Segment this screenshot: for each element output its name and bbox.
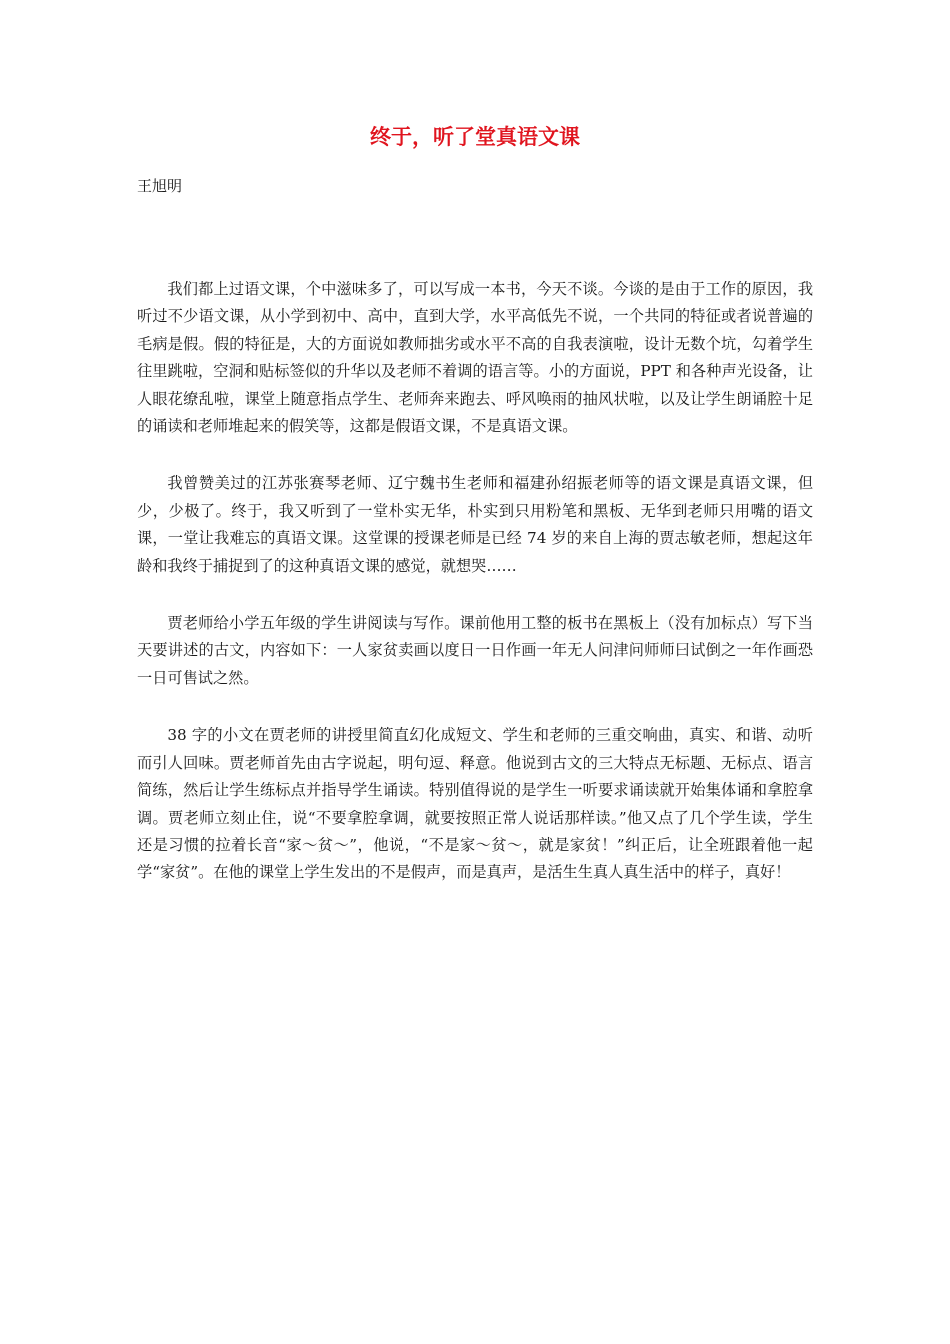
- article-paragraph: 我们都上过语文课，个中滋味多了，可以写成一本书，今天不谈。今谈的是由于工作的原因，我听过不少语文课，从小学到初中、高中，直到大学，水平高低先不说，一个共同的特征或者说普遍的毛病是假。假的特征是，大的方面说如教师拙劣或水平不高的自我表演啦，设计无数个坑，勾着学生往里跳啦，空洞和贴标签似的升华以及老师不着调的语言等。小的方面说，PPT 和各种声光设备，让人眼花缭乱啦，课堂上随意指点学生、老师奔来跑去、呼风唤雨的抽风状啦，以及让学生朗诵腔十足的诵读和老师堆起来的假笑等，这都是假语文课，不是真语文课。: [137, 280, 813, 436]
- article-body: [137, 276, 813, 917]
- article-title: 终于，听了堂真语文课: [370, 124, 580, 149]
- article-author: 王旭明: [137, 177, 183, 195]
- article-paragraph: 我曾赞美过的江苏张赛琴老师、辽宁魏书生老师和福建孙绍振老师等的语文课是真语文课，但少，少极了。终于，我又听到了一堂朴实无华，朴实到只用粉笔和黑板、无华到老师只用嘴的语文课，一堂让我难忘的真语文课。这堂课的授课老师是已经 74 岁的来自上海的贾志敏老师，想起这年龄和我终于捕捉到了的这种真语文课的感觉，就想哭……: [137, 474, 813, 575]
- article-paragraph: 38 字的小文在贾老师的讲授里简直幻化成短文、学生和老师的三重交响曲，真实、和谐、动听而引人回味。贾老师首先由古字说起，明句逗、释意。他说到古文的三大特点无标题、无标点、语言简练，然后让学生练标点并指导学生诵读。特别值得说的是学生一听要求诵读就开始集体诵和拿腔拿调。贾老师立刻止住，说“不要拿腔拿调，就要按照正常人说话那样读。”他又点了几个学生读，学生还是习惯的拉着长音“家～贫～”，他说，“不是家～贫～，就是家贫！”纠正后，让全班跟着他一起学“家贫”。在他的课堂上学生发出的不是假声，而是真声，是活生生真人真生活中的样子，真好！: [137, 726, 813, 882]
- article-paragraph: 贾老师给小学五年级的学生讲阅读与写作。课前他用工整的板书在黑板上（没有加标点）写下当天要讲述的古文，内容如下：一人家贫卖画以度日一日作画一年无人问津问师师曰试倒之一年作画恐一日可售试之然。: [137, 614, 813, 687]
